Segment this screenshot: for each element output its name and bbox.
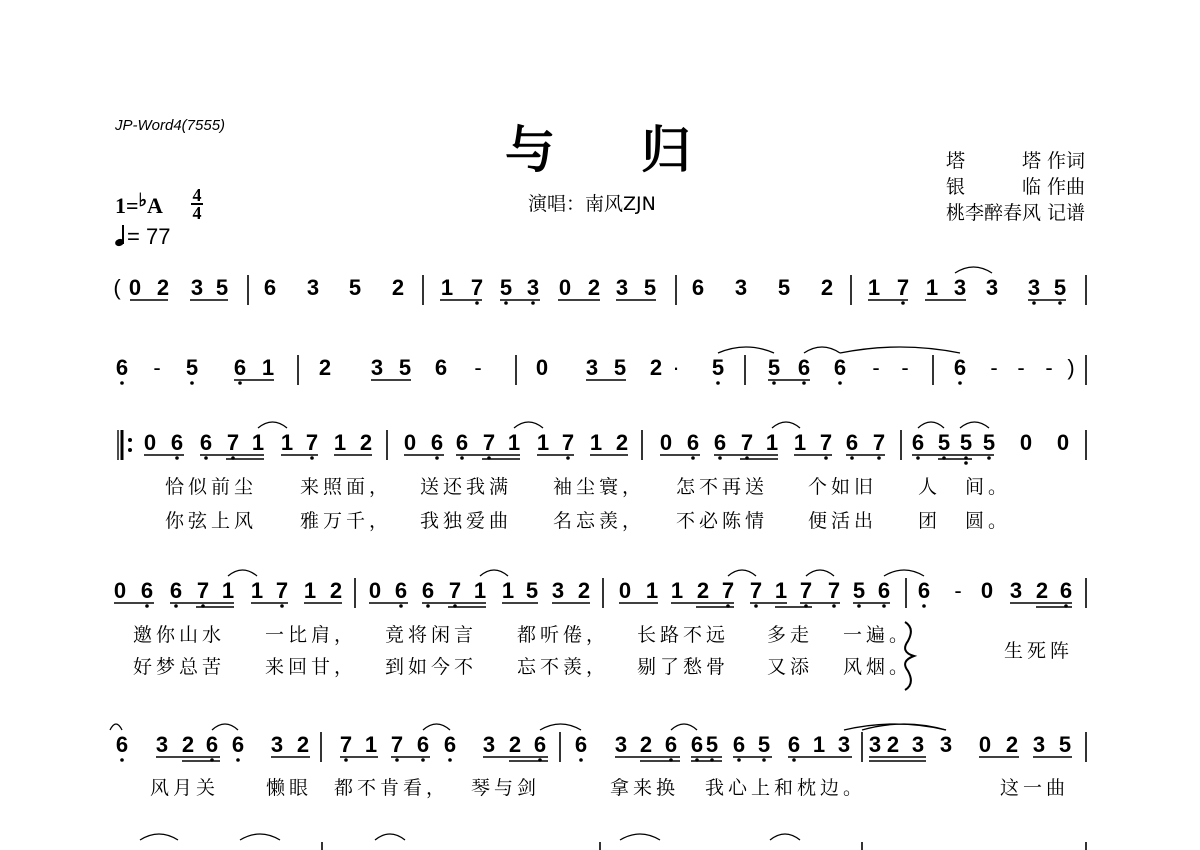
note: 6 — [416, 732, 430, 757]
note: - — [474, 355, 482, 380]
singer-credit: 演唱：南风ZJN — [528, 193, 656, 215]
octave-dot — [145, 604, 149, 608]
note: 2 — [1035, 578, 1049, 603]
note: 2 — [296, 732, 310, 757]
lyric-verse1: 长路不远 — [637, 624, 730, 646]
lyric-verse1: 一遍。 — [843, 624, 913, 646]
tempo-value: = 77 — [127, 224, 171, 249]
octave-dot — [475, 301, 479, 305]
note: 7 — [896, 275, 910, 300]
tie-arc — [840, 347, 960, 353]
lyric-verse1: 袖尘寰， — [553, 476, 646, 498]
note: 5 — [643, 275, 657, 300]
tie-arc — [671, 724, 697, 730]
note: 7 — [196, 578, 210, 603]
note: 2 — [577, 578, 591, 603]
note: 3 — [837, 732, 851, 757]
note: 6 — [574, 732, 588, 757]
note: 7 — [482, 430, 496, 455]
octave-dot — [901, 301, 905, 305]
octave-dot — [850, 456, 854, 460]
lyric-verse2: 名忘羡， — [553, 510, 646, 532]
octave-dot — [421, 758, 425, 762]
note: 5 — [398, 355, 412, 380]
note: 0 — [978, 732, 992, 757]
note: 6 — [690, 732, 704, 757]
note: 3 — [985, 275, 999, 300]
note: 6 — [263, 275, 277, 300]
octave-dot — [448, 758, 452, 762]
note: 5 — [215, 275, 229, 300]
tie-arc — [806, 570, 834, 576]
note: 6 — [787, 732, 801, 757]
octave-dot — [504, 301, 508, 305]
note: 3 — [868, 732, 882, 757]
note: 7 — [305, 430, 319, 455]
octave-dot — [435, 456, 439, 460]
lyric-verse1: 竟将闲言 — [385, 624, 478, 646]
lyricist-credit: 塔 塔 作词 — [945, 150, 1085, 172]
note: 5 — [613, 355, 627, 380]
note: 7 — [390, 732, 404, 757]
note: 2 — [359, 430, 373, 455]
transcriber-credit: 桃李醉春风 记谱 — [945, 202, 1085, 224]
octave-dot — [964, 461, 968, 465]
note: 3 — [370, 355, 384, 380]
note: 1 — [812, 732, 826, 757]
lyric-verse: 懒眼 — [266, 777, 313, 799]
note: 5 — [711, 355, 725, 380]
lyric-verse1: 怎不再送 — [676, 476, 769, 498]
tie-arc — [718, 347, 774, 353]
tie-arc — [240, 834, 280, 840]
tie-arc — [540, 724, 581, 730]
octave-dot — [460, 456, 464, 460]
octave-dot — [877, 456, 881, 460]
note: - — [901, 355, 909, 380]
note: 2 — [508, 732, 522, 757]
octave-dot — [772, 381, 776, 385]
note: ( — [113, 275, 121, 300]
lyric-verse2: 你弦上风 — [165, 510, 258, 532]
time-sig-bottom: 4 — [192, 203, 202, 223]
note: 1 — [774, 578, 788, 603]
note: 1 — [645, 578, 659, 603]
octave-dot — [566, 456, 570, 460]
note: 3 — [482, 732, 496, 757]
note: - — [1017, 355, 1025, 380]
octave-dot — [987, 456, 991, 460]
note: 3 — [526, 275, 540, 300]
note: 7 — [872, 430, 886, 455]
octave-dot — [310, 456, 314, 460]
octave-dot — [922, 604, 926, 608]
lyric-verse1: 来照面， — [300, 476, 393, 498]
note: 2 — [696, 578, 710, 603]
note: 5 — [525, 578, 539, 603]
lyric-verse2: 圆。 — [965, 510, 1012, 532]
note: 2 — [1005, 732, 1019, 757]
tie-arc — [772, 422, 800, 428]
tie-arc — [728, 570, 756, 576]
octave-dot — [802, 381, 806, 385]
octave-dot — [395, 758, 399, 762]
note: 3 — [911, 732, 925, 757]
lyric-verse2: 风烟。 — [843, 656, 913, 678]
note: 5 — [705, 732, 719, 757]
octave-dot — [204, 456, 208, 460]
octave-dot — [832, 604, 836, 608]
note: 7 — [740, 430, 754, 455]
tie-arc — [228, 570, 257, 576]
note: 6 — [394, 578, 408, 603]
note: 1 — [364, 732, 378, 757]
note: 1 — [793, 430, 807, 455]
note: 3 — [734, 275, 748, 300]
lyric-verse2: 团 — [918, 510, 942, 532]
note: 7 — [448, 578, 462, 603]
lyric-verse1: 恰似前尘 — [165, 476, 258, 498]
key-prefix: 1= — [115, 193, 139, 218]
note: 6 — [686, 430, 700, 455]
note: 5 — [959, 430, 973, 455]
lyric-verse2: 忘不羡， — [517, 656, 610, 678]
note: 3 — [270, 732, 284, 757]
note: 0 — [1056, 430, 1070, 455]
note: 2 — [886, 732, 900, 757]
tie-arc — [884, 570, 924, 576]
note: 1 — [280, 430, 294, 455]
octave-dot — [958, 381, 962, 385]
note: 6 — [691, 275, 705, 300]
note: - — [1045, 355, 1053, 380]
octave-dot — [792, 758, 796, 762]
note: 1 — [925, 275, 939, 300]
note: 2 — [649, 355, 663, 380]
note: 5 — [185, 355, 199, 380]
note: 7 — [275, 578, 289, 603]
note: 6 — [205, 732, 219, 757]
octave-dot — [120, 758, 124, 762]
note: 1 — [221, 578, 235, 603]
note: 2 — [615, 430, 629, 455]
note: 6 — [233, 355, 247, 380]
note: 6 — [845, 430, 859, 455]
lyric-verse: 这一曲 — [1000, 777, 1070, 799]
octave-dot — [426, 604, 430, 608]
note: 3 — [190, 275, 204, 300]
note: 1 — [536, 430, 550, 455]
octave-dot — [824, 456, 828, 460]
note: 2 — [181, 732, 195, 757]
tie-arc — [955, 267, 992, 273]
lyric-verse1: 一比肩， — [265, 624, 358, 646]
tie-arc — [258, 422, 287, 428]
note: - — [954, 578, 962, 603]
note: 6 — [199, 430, 213, 455]
lyric-verse1: 多走 — [767, 624, 814, 646]
tie-arc — [918, 422, 944, 428]
composer-credit: 银 临 作曲 — [945, 176, 1085, 198]
note: 6 — [169, 578, 183, 603]
octave-dot — [344, 758, 348, 762]
note: 6 — [917, 578, 931, 603]
tie-arc — [140, 834, 178, 840]
note: - — [153, 355, 161, 380]
note: 5 — [777, 275, 791, 300]
note: 6 — [170, 430, 184, 455]
tie-arc — [110, 724, 122, 730]
lyric-verse1: 人 — [918, 476, 942, 498]
flat-icon: ♭ — [138, 190, 148, 210]
software-watermark: JP-Word4(7555) — [115, 117, 226, 134]
note: 0 — [980, 578, 994, 603]
octave-dot — [280, 604, 284, 608]
tie-arc — [960, 422, 989, 428]
note: 6 — [443, 732, 457, 757]
note: 2 — [820, 275, 834, 300]
note: 1 — [589, 430, 603, 455]
note: 7 — [561, 430, 575, 455]
octave-dot — [754, 604, 758, 608]
note: 5 — [499, 275, 513, 300]
note: 3 — [155, 732, 169, 757]
tie-arc — [620, 834, 660, 840]
lyric-verse: 风月关 — [150, 777, 220, 799]
octave-dot — [174, 604, 178, 608]
note: 6 — [115, 355, 129, 380]
lyric-verse1: 邀你山水 — [133, 624, 226, 646]
octave-dot — [175, 456, 179, 460]
note: 0 — [535, 355, 549, 380]
note: 3 — [1027, 275, 1041, 300]
tie-arc — [212, 724, 238, 730]
note: 7 — [470, 275, 484, 300]
note: 1 — [473, 578, 487, 603]
note: 6 — [833, 355, 847, 380]
note: 6 — [533, 732, 547, 757]
lyric-verse2: 不必陈情 — [676, 510, 769, 532]
note: 6 — [664, 732, 678, 757]
note: 5 — [937, 430, 951, 455]
note: 1 — [333, 430, 347, 455]
note: 6 — [877, 578, 891, 603]
note: 1 — [261, 355, 275, 380]
note: 2 — [639, 732, 653, 757]
time-sig-top: 4 — [192, 185, 202, 205]
lyric-verse1: 间。 — [965, 476, 1012, 498]
note: 3 — [585, 355, 599, 380]
note: 6 — [732, 732, 746, 757]
tie-arc — [480, 570, 508, 576]
lyric-verse1: 都听倦， — [517, 624, 610, 646]
note: 3 — [614, 732, 628, 757]
note: 1 — [440, 275, 454, 300]
note: 2 — [318, 355, 332, 380]
note: 3 — [1009, 578, 1023, 603]
note: 1 — [507, 430, 521, 455]
note: 5 — [1053, 275, 1067, 300]
note: 5 — [982, 430, 996, 455]
octave-dot — [399, 604, 403, 608]
note: 6 — [911, 430, 925, 455]
lyric-verse: 拿来换 — [610, 777, 680, 799]
lyric-verse2: 便活出 — [808, 510, 878, 532]
note: 7 — [827, 578, 841, 603]
note: 5 — [852, 578, 866, 603]
note: 6 — [115, 732, 129, 757]
note: 0 — [558, 275, 572, 300]
octave-dot — [238, 381, 242, 385]
note: 3 — [551, 578, 565, 603]
lyric-verse1: 送还我满 — [420, 476, 513, 498]
song-title: 与归 — [505, 121, 777, 179]
lyric-verse2: 到如今不 — [385, 656, 478, 678]
lyric-verse2: 我独爱曲 — [420, 510, 513, 532]
note: 0 — [659, 430, 673, 455]
note: 7 — [721, 578, 735, 603]
octave-dot — [718, 456, 722, 460]
octave-dot — [882, 604, 886, 608]
note: 1 — [670, 578, 684, 603]
note: 6 — [1059, 578, 1073, 603]
note: 5 — [767, 355, 781, 380]
note: 6 — [434, 355, 448, 380]
note: 0 — [143, 430, 157, 455]
note: 7 — [749, 578, 763, 603]
note: 0 — [1019, 430, 1033, 455]
octave-dot — [716, 381, 720, 385]
note: 5 — [1058, 732, 1072, 757]
note: 6 — [713, 430, 727, 455]
note: 3 — [306, 275, 320, 300]
lyric-verse: 琴与剑 — [471, 777, 541, 799]
note: 7 — [819, 430, 833, 455]
note: · — [672, 355, 680, 380]
note: 6 — [140, 578, 154, 603]
octave-dot — [691, 456, 695, 460]
lyric-verse2: 好梦总苦 — [133, 656, 226, 678]
note: 1 — [867, 275, 881, 300]
note: 1 — [765, 430, 779, 455]
repeat-dot — [128, 448, 132, 452]
note: 0 — [403, 430, 417, 455]
note: 2 — [156, 275, 170, 300]
lyric-verse: 我心上和枕边。 — [705, 777, 867, 799]
note: 7 — [799, 578, 813, 603]
note: 6 — [421, 578, 435, 603]
lyric-shared: 生死阵 — [1004, 640, 1074, 662]
octave-dot — [1032, 301, 1036, 305]
tie-arc — [423, 724, 450, 730]
note: 0 — [113, 578, 127, 603]
key-note: A — [147, 193, 163, 218]
note: - — [872, 355, 880, 380]
note: 0 — [368, 578, 382, 603]
note: 6 — [430, 430, 444, 455]
note: 1 — [251, 430, 265, 455]
lyric-verse: 都不肯看， — [334, 777, 450, 799]
repeat-dot — [128, 438, 132, 442]
octave-dot — [762, 758, 766, 762]
note: 3 — [615, 275, 629, 300]
note: 1 — [303, 578, 317, 603]
lyric-verse1: 个如旧 — [808, 476, 878, 498]
tie-arc — [375, 834, 405, 840]
octave-dot — [916, 456, 920, 460]
note: 7 — [226, 430, 240, 455]
lyric-verse2: 又添 — [767, 656, 814, 678]
octave-dot — [236, 758, 240, 762]
octave-dot — [857, 604, 861, 608]
note: 3 — [939, 732, 953, 757]
note: 1 — [250, 578, 264, 603]
note: 3 — [953, 275, 967, 300]
note: 2 — [587, 275, 601, 300]
octave-dot — [120, 381, 124, 385]
note: 2 — [329, 578, 343, 603]
tie-arc — [804, 347, 840, 353]
note: 5 — [757, 732, 771, 757]
note: - — [990, 355, 998, 380]
octave-dot — [1058, 301, 1062, 305]
note: 6 — [953, 355, 967, 380]
lyric-verse2: 来回甘， — [265, 656, 358, 678]
note: 6 — [231, 732, 245, 757]
octave-dot — [190, 381, 194, 385]
note: 3 — [1032, 732, 1046, 757]
note: ) — [1067, 355, 1075, 380]
note: 7 — [339, 732, 353, 757]
note: 1 — [501, 578, 515, 603]
tie-arc — [770, 834, 800, 840]
octave-dot — [838, 381, 842, 385]
lyric-verse2: 剔了愁骨 — [637, 656, 730, 678]
note: 6 — [455, 430, 469, 455]
note: 0 — [128, 275, 142, 300]
note: 2 — [391, 275, 405, 300]
note: 0 — [618, 578, 632, 603]
octave-dot — [737, 758, 741, 762]
note: 6 — [797, 355, 811, 380]
note: 5 — [348, 275, 362, 300]
tie-arc — [514, 422, 543, 428]
octave-dot — [579, 758, 583, 762]
octave-dot — [531, 301, 535, 305]
lyric-verse2: 雅万千， — [300, 510, 393, 532]
